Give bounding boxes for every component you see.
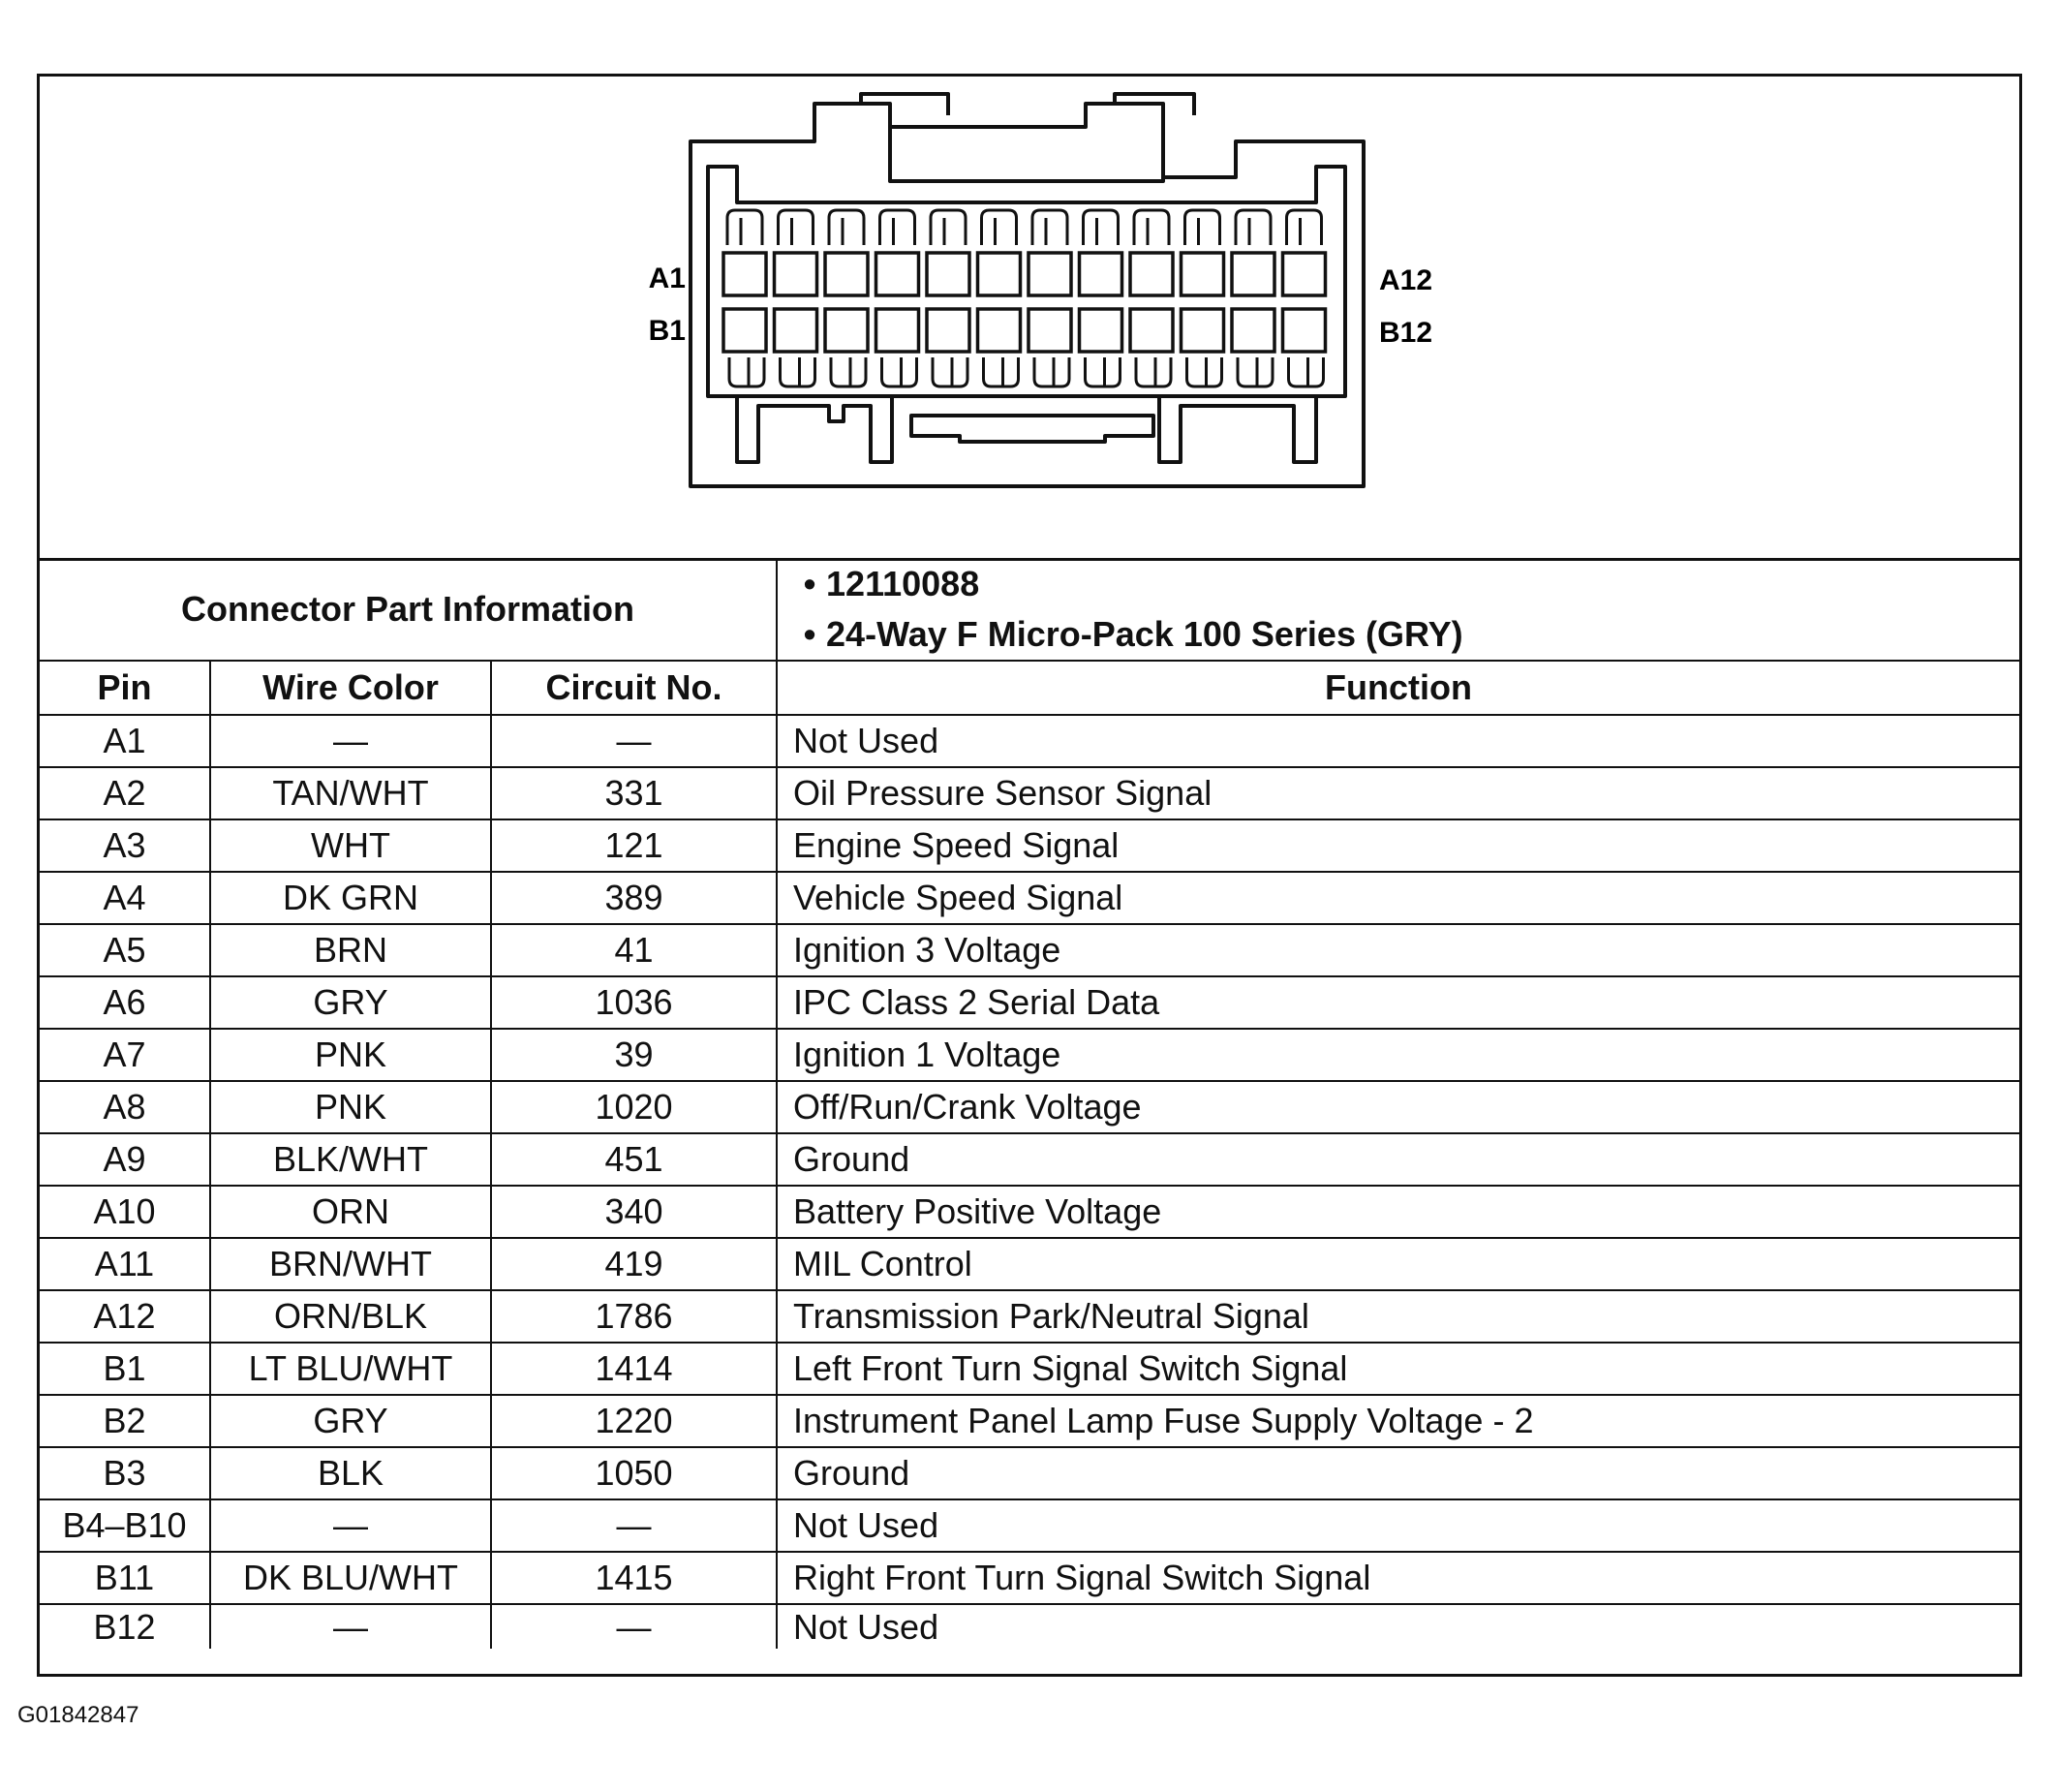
- terminal-lock-bottom: [831, 357, 866, 386]
- part-info-values: [777, 558, 2019, 661]
- bottom-key-right: [1159, 396, 1316, 462]
- terminal-lock-top: [982, 210, 1017, 245]
- wire-color-cell: —: [210, 715, 491, 767]
- circuit-cell: 1020: [491, 1081, 777, 1133]
- pin-cell: A7: [40, 1029, 210, 1081]
- table-row: [40, 1447, 2019, 1499]
- circuit-cell: —: [491, 1604, 777, 1649]
- part-info-label: Connector Part Information: [40, 558, 777, 661]
- table-row: [40, 1238, 2019, 1290]
- wire-color-cell: ORN: [210, 1186, 491, 1238]
- circuit-cell: 389: [491, 872, 777, 924]
- pin-cell: A3: [40, 819, 210, 872]
- pin-cell: A5: [40, 924, 210, 976]
- cavity-row-a: [978, 253, 1021, 295]
- table-row: [40, 715, 2019, 767]
- pin-label-bottom-right: B12: [1379, 317, 1433, 349]
- table-row: [40, 1552, 2019, 1604]
- circuit-cell: —: [491, 715, 777, 767]
- wire-color-cell: BLK/WHT: [210, 1133, 491, 1186]
- terminal-lock-bottom: [1187, 357, 1222, 386]
- terminal-lock-bottom: [984, 357, 1019, 386]
- terminal-lock-top: [931, 210, 966, 245]
- wire-color-cell: —: [210, 1604, 491, 1649]
- table-header-row: [40, 661, 2019, 715]
- cavity-row-b: [775, 309, 817, 352]
- connector-part-info-row: [40, 558, 2019, 661]
- cavity-row-b: [1130, 309, 1173, 352]
- top-latch-bar: [890, 127, 1163, 181]
- pin-label-top-left: A1: [648, 263, 686, 294]
- figure-id: G01842847: [17, 1702, 139, 1728]
- cavity-row-b: [1232, 309, 1274, 352]
- pin-cell: A8: [40, 1081, 210, 1133]
- pin-cell: A9: [40, 1133, 210, 1186]
- cavity-row-b: [825, 309, 868, 352]
- terminal-lock-top: [880, 210, 915, 245]
- circuit-cell: 451: [491, 1133, 777, 1186]
- function-cell: Ground: [777, 1447, 2019, 1499]
- terminal-lock-top: [1032, 210, 1067, 245]
- function-cell: Not Used: [777, 715, 2019, 767]
- function-cell: Oil Pressure Sensor Signal: [777, 767, 2019, 819]
- function-cell: Not Used: [777, 1604, 2019, 1649]
- circuit-cell: 41: [491, 924, 777, 976]
- circuit-cell: 1036: [491, 976, 777, 1029]
- circuit-cell: 1050: [491, 1447, 777, 1499]
- circuit-cell: 1220: [491, 1395, 777, 1447]
- function-cell: Battery Positive Voltage: [777, 1186, 2019, 1238]
- bottom-key-center: [911, 416, 1153, 442]
- connector-face-svg: [40, 77, 2019, 558]
- connector-cavities: [723, 210, 1326, 386]
- terminal-lock-bottom: [1289, 357, 1324, 386]
- cavity-row-a: [1028, 253, 1071, 295]
- terminal-lock-bottom: [729, 357, 764, 386]
- function-cell: Right Front Turn Signal Switch Signal: [777, 1552, 2019, 1604]
- connector-face-diagram: [40, 77, 2019, 561]
- function-cell: Engine Speed Signal: [777, 819, 2019, 872]
- connector-inner-wall: [708, 167, 1345, 396]
- terminal-lock-bottom: [781, 357, 815, 386]
- pin-cell: A4: [40, 872, 210, 924]
- circuit-cell: 419: [491, 1238, 777, 1290]
- terminal-lock-top: [779, 210, 814, 245]
- pin-cell: A10: [40, 1186, 210, 1238]
- wire-color-cell: ORN/BLK: [210, 1290, 491, 1343]
- function-cell: Instrument Panel Lamp Fuse Supply Voltage - 2: [777, 1395, 2019, 1447]
- cavity-row-b: [978, 309, 1021, 352]
- table-row: [40, 1029, 2019, 1081]
- pin-label-top-right: A12: [1379, 264, 1433, 296]
- terminal-lock-top: [1084, 210, 1119, 245]
- pinout-rows: [40, 715, 2019, 1649]
- circuit-cell: —: [491, 1499, 777, 1552]
- cavity-row-b: [1080, 309, 1122, 352]
- bottom-key-left: [737, 396, 892, 462]
- cavity-row-a: [825, 253, 868, 295]
- function-cell: Vehicle Speed Signal: [777, 872, 2019, 924]
- terminal-lock-bottom: [1136, 357, 1171, 386]
- circuit-cell: 1414: [491, 1343, 777, 1395]
- wire-color-cell: —: [210, 1499, 491, 1552]
- cavity-row-a: [1182, 253, 1224, 295]
- wire-color-cell: GRY: [210, 1395, 491, 1447]
- wire-color-cell: BRN: [210, 924, 491, 976]
- terminal-lock-bottom: [882, 357, 917, 386]
- wire-color-cell: DK BLU/WHT: [210, 1552, 491, 1604]
- wire-color-cell: PNK: [210, 1029, 491, 1081]
- function-cell: Not Used: [777, 1499, 2019, 1552]
- table-row: [40, 1499, 2019, 1552]
- cavity-row-b: [927, 309, 969, 352]
- cavity-row-a: [1130, 253, 1173, 295]
- cavity-row-b: [1182, 309, 1224, 352]
- cavity-row-a: [927, 253, 969, 295]
- wire-color-cell: PNK: [210, 1081, 491, 1133]
- cavity-row-b: [876, 309, 919, 352]
- terminal-lock-bottom: [933, 357, 967, 386]
- function-cell: Transmission Park/Neutral Signal: [777, 1290, 2019, 1343]
- pinout-table: [40, 558, 2019, 1649]
- connector-chart-frame: [37, 74, 2022, 1677]
- table-row: [40, 1290, 2019, 1343]
- function-cell: Ground: [777, 1133, 2019, 1186]
- terminal-lock-top: [1287, 210, 1322, 245]
- terminal-lock-top: [829, 210, 864, 245]
- wire-color-cell: BLK: [210, 1447, 491, 1499]
- pin-cell: B12: [40, 1604, 210, 1649]
- table-row: [40, 1186, 2019, 1238]
- col-header-pin: Pin: [40, 661, 210, 715]
- terminal-lock-bottom: [1238, 357, 1273, 386]
- table-row: [40, 872, 2019, 924]
- table-row: [40, 924, 2019, 976]
- terminal-lock-top: [1134, 210, 1169, 245]
- terminal-lock-bottom: [1086, 357, 1121, 386]
- table-row: [40, 1133, 2019, 1186]
- table-row: [40, 1081, 2019, 1133]
- pin-cell: A2: [40, 767, 210, 819]
- function-cell: Left Front Turn Signal Switch Signal: [777, 1343, 2019, 1395]
- cavity-row-b: [1283, 309, 1326, 352]
- cavity-row-a: [723, 253, 766, 295]
- wire-color-cell: DK GRN: [210, 872, 491, 924]
- cavity-row-a: [775, 253, 817, 295]
- cavity-row-a: [1283, 253, 1326, 295]
- table-row: [40, 819, 2019, 872]
- part-number: • 12110088: [803, 563, 980, 603]
- pin-cell: B11: [40, 1552, 210, 1604]
- wire-color-cell: TAN/WHT: [210, 767, 491, 819]
- pin-cell: A6: [40, 976, 210, 1029]
- table-row: [40, 1604, 2019, 1649]
- circuit-cell: 121: [491, 819, 777, 872]
- pin-cell: B1: [40, 1343, 210, 1395]
- col-header-circuit: Circuit No.: [491, 661, 777, 715]
- col-header-wire-color: Wire Color: [210, 661, 491, 715]
- pin-cell: A12: [40, 1290, 210, 1343]
- terminal-lock-bottom: [1034, 357, 1069, 386]
- pin-cell: B4–B10: [40, 1499, 210, 1552]
- function-cell: MIL Control: [777, 1238, 2019, 1290]
- cavity-row-b: [1028, 309, 1071, 352]
- cavity-row-b: [723, 309, 766, 352]
- cavity-row-a: [1232, 253, 1274, 295]
- circuit-cell: 331: [491, 767, 777, 819]
- function-cell: Ignition 3 Voltage: [777, 924, 2019, 976]
- terminal-lock-top: [727, 210, 762, 245]
- part-description: • 24-Way F Micro-Pack 100 Series (GRY): [803, 613, 1463, 654]
- function-cell: Ignition 1 Voltage: [777, 1029, 2019, 1081]
- table-row: [40, 1343, 2019, 1395]
- table-row: [40, 767, 2019, 819]
- terminal-lock-top: [1236, 210, 1271, 245]
- pin-cell: A1: [40, 715, 210, 767]
- wire-color-cell: GRY: [210, 976, 491, 1029]
- pin-label-bottom-left: B1: [648, 315, 686, 347]
- pin-cell: B3: [40, 1447, 210, 1499]
- wire-color-cell: BRN/WHT: [210, 1238, 491, 1290]
- circuit-cell: 1786: [491, 1290, 777, 1343]
- cavity-row-a: [876, 253, 919, 295]
- pin-cell: B2: [40, 1395, 210, 1447]
- pin-cell: A11: [40, 1238, 210, 1290]
- table-row: [40, 976, 2019, 1029]
- circuit-cell: 39: [491, 1029, 777, 1081]
- circuit-cell: 340: [491, 1186, 777, 1238]
- table-row: [40, 1395, 2019, 1447]
- wire-color-cell: WHT: [210, 819, 491, 872]
- function-cell: Off/Run/Crank Voltage: [777, 1081, 2019, 1133]
- circuit-cell: 1415: [491, 1552, 777, 1604]
- terminal-lock-top: [1185, 210, 1220, 245]
- col-header-function: Function: [777, 661, 2019, 715]
- wire-color-cell: LT BLU/WHT: [210, 1343, 491, 1395]
- cavity-row-a: [1080, 253, 1122, 295]
- function-cell: IPC Class 2 Serial Data: [777, 976, 2019, 1029]
